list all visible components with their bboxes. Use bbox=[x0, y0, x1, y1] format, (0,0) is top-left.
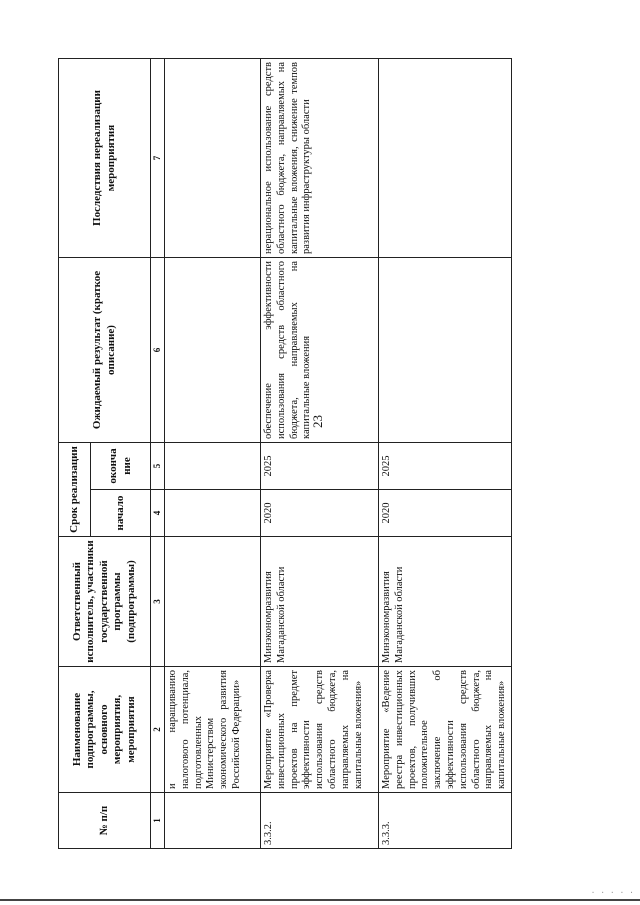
column-number: 1 bbox=[151, 793, 165, 849]
table-row bbox=[378, 58, 511, 848]
row-num bbox=[164, 793, 260, 849]
row-name: и наращиванию налогового потенциала, подготовленных Министерством экономического развития Российской Федерации» bbox=[164, 667, 260, 793]
row-num: 3.3.2. bbox=[260, 793, 378, 849]
row-result bbox=[378, 257, 511, 442]
row-end: 2025 bbox=[260, 442, 378, 489]
row-end: 2025 bbox=[378, 442, 511, 489]
header-col-period: Срок реализации bbox=[59, 442, 91, 536]
row-name: Мероприятие «Проверка инвестиционных проектов на предмет эффективности использования средств областного бюджета, направляемых на капитальные вложения» bbox=[260, 667, 378, 793]
row-consequence: нерациональное использование средств областного бюджета, направляемых на капитальные вложения, снижение темпов развития инфраструктуры области bbox=[260, 58, 378, 257]
row-num: 3.3.3. bbox=[378, 793, 511, 849]
row-start bbox=[164, 490, 260, 537]
row-result bbox=[164, 257, 260, 442]
column-number: 6 bbox=[151, 257, 165, 442]
header-col-num: № п/п bbox=[59, 793, 151, 849]
table-row bbox=[164, 58, 260, 848]
rotated-table-container bbox=[58, 59, 508, 849]
column-number: 2 bbox=[151, 667, 165, 793]
column-number-row bbox=[151, 58, 165, 848]
row-result: обеспечение эффективности использования средств областного бюджета, направляемых на капитальные вложения bbox=[260, 257, 378, 442]
header-col-end: оконча ние bbox=[91, 442, 151, 489]
row-consequence bbox=[378, 58, 511, 257]
row-end bbox=[164, 442, 260, 489]
column-number: 7 bbox=[151, 58, 165, 257]
header-col-executor: Ответственный исполнитель, участники государственной программы (подпрограммы) bbox=[59, 537, 151, 667]
table-row bbox=[260, 58, 378, 848]
scan-edge-marks: · · · · · bbox=[590, 888, 634, 897]
row-consequence bbox=[164, 58, 260, 257]
header-col-name: Наименование подпрограммы, основного мероприятия, мероприятия bbox=[59, 667, 151, 793]
column-number: 3 bbox=[151, 537, 165, 667]
header-row bbox=[59, 58, 91, 848]
row-executor: Минэкономразвития Магаданской области bbox=[260, 537, 378, 667]
measures-table bbox=[58, 58, 512, 849]
row-executor: Минэкономразвития Магаданской области bbox=[378, 537, 511, 667]
row-start: 2020 bbox=[260, 490, 378, 537]
header-col-result: Ожидаемый результат (краткое описание) bbox=[59, 257, 151, 442]
row-start: 2020 bbox=[378, 490, 511, 537]
header-col-start: начало bbox=[91, 490, 151, 537]
column-number: 4 bbox=[151, 490, 165, 537]
scan-edge-line bbox=[0, 899, 640, 901]
header-col-consequence: Последствия нереализации мероприятия bbox=[59, 58, 151, 257]
column-number: 5 bbox=[151, 442, 165, 489]
page-number: 23 bbox=[310, 415, 325, 428]
row-executor bbox=[164, 537, 260, 667]
row-name: Мероприятие «Ведение реестра инвестиционных проектов, получивших положительное заключение об эффективности использования средств областного бюджета, направляемых на капитальные вложения» bbox=[378, 667, 511, 793]
